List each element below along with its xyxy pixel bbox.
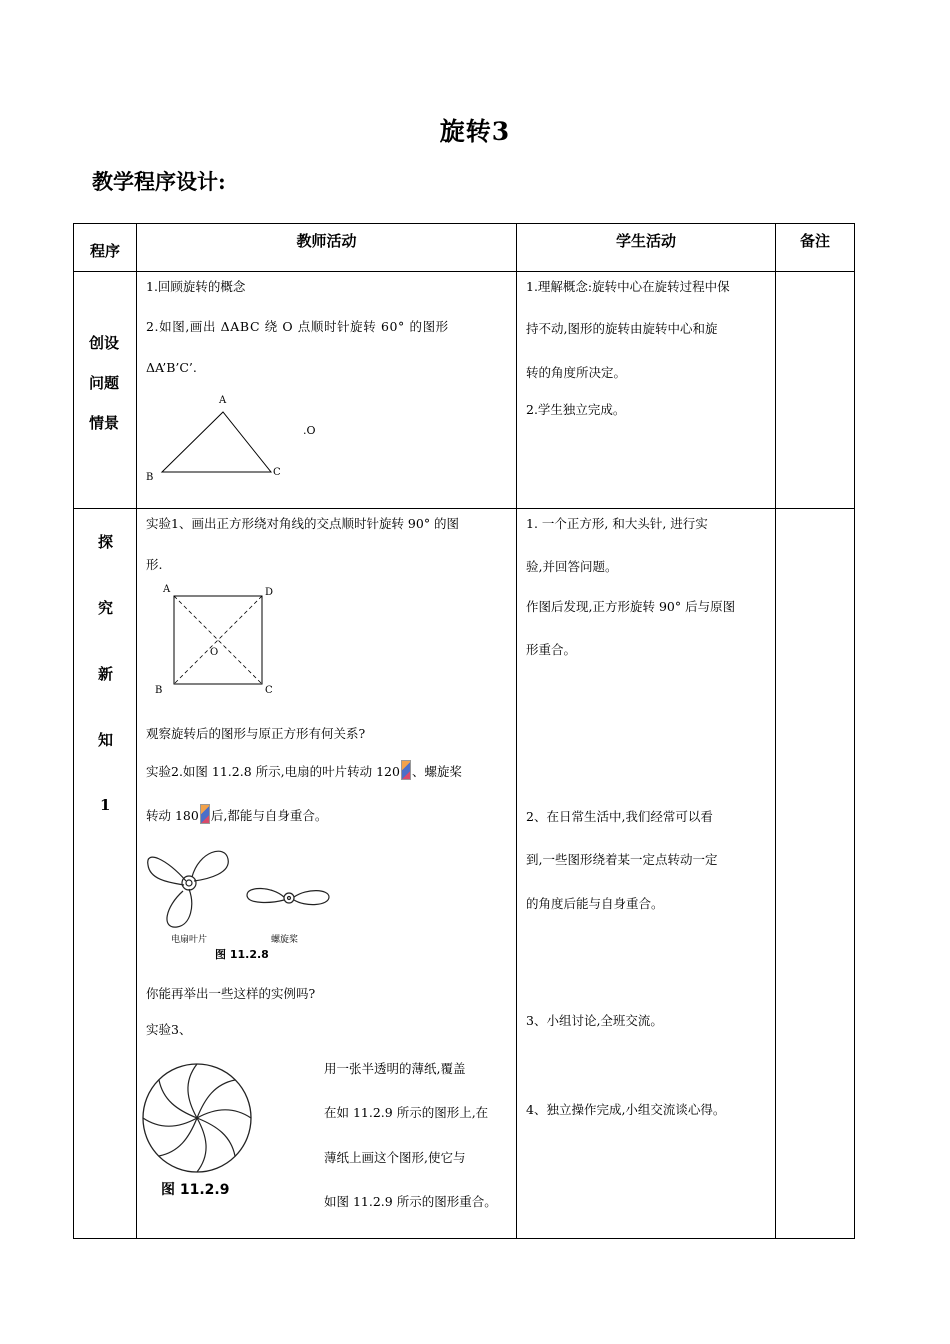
program-cell-2 <box>74 509 137 1239</box>
student-activity-cell-2 <box>517 509 776 1239</box>
student-text: 3、小组讨论,全班交流。 <box>526 1013 663 1028</box>
propeller-icon <box>247 888 329 904</box>
student-text: 2.学生独立完成。 <box>526 402 626 417</box>
student-text: 形重合。 <box>526 642 577 657</box>
teacher-text: 如图 11.2.9 所示的图形重合。 <box>324 1194 497 1209</box>
lesson-plan-table <box>73 223 855 1239</box>
notes-cell-1 <box>776 272 855 509</box>
program-text: 创设 <box>89 334 120 352</box>
student-activity-cell-1 <box>517 272 776 509</box>
page-title: 旋转3 <box>439 117 511 146</box>
triangle-figure <box>137 272 517 508</box>
teacher-text: 转动 180 后,都能与自身重合。 <box>146 804 327 826</box>
teacher-text: 观察旋转后的图形与原正方形有何关系? <box>146 726 366 741</box>
fan-blades-icon <box>148 851 229 927</box>
header-program: 程序 <box>74 224 137 272</box>
teacher-activity-cell-2 <box>137 509 517 1239</box>
teacher-text: 实验2.如图 11.2.8 所示,电扇的叶片转动 120 、螺旋桨 <box>146 760 462 782</box>
program-text: 新 <box>98 665 114 683</box>
student-text: 2、在日常生活中,我们经常可以看 <box>526 809 713 824</box>
header-notes: 备注 <box>776 224 855 272</box>
fan-label: 电扇叶片 <box>171 935 208 945</box>
teacher-text: 1.回顾旋转的概念 <box>146 279 246 294</box>
degree-symbol-icon <box>200 804 210 824</box>
notes-cell-2 <box>776 509 855 1239</box>
teacher-text: 2.如图,画出 ΔABC 绕 O 点顺时针旋转 60° 的图形 <box>146 319 449 334</box>
teacher-activity-cell-1 <box>137 272 517 509</box>
teacher-text: 用一张半透明的薄纸,覆盖 <box>324 1061 466 1076</box>
program-text: 究 <box>98 599 114 617</box>
figure-caption: 图 11.2.9 <box>161 1182 230 1198</box>
vertex-label-a: A <box>219 395 227 406</box>
student-text: 4、独立操作完成,小组交流谈心得。 <box>526 1102 726 1117</box>
student-text: 1. 一个正方形, 和大头针, 进行实 <box>526 516 708 531</box>
vertex-label-d: D <box>265 587 274 598</box>
program-text: 情景 <box>89 414 120 432</box>
program-text: 探 <box>98 533 114 551</box>
teacher-text: ΔA’B’C’. <box>146 360 197 375</box>
vertex-label-c: C <box>273 467 281 478</box>
student-text: 验,并回答问题。 <box>526 559 618 574</box>
student-text: 的角度后能与自身重合。 <box>526 896 664 911</box>
propeller-label: 螺旋桨 <box>271 935 299 945</box>
table-header-row <box>74 224 855 272</box>
section-heading: 教学程序设计: <box>92 169 226 194</box>
student-text: 持不动,图形的旋转由旋转中心和旋 <box>526 321 718 336</box>
pinwheel-figure <box>137 1054 262 1204</box>
teacher-text: 实验3、 <box>146 1022 192 1037</box>
program-text: 1 <box>100 796 111 814</box>
teacher-text: 形. <box>146 557 163 572</box>
degree-symbol-icon <box>401 760 411 780</box>
header-student: 学生活动 <box>517 224 776 272</box>
teacher-text: 实验1、画出正方形绕对角线的交点顺时针旋转 90° 的图 <box>146 516 460 531</box>
center-label-o: O <box>210 647 219 658</box>
table-row <box>74 509 855 1239</box>
vertex-label-c: C <box>265 685 273 696</box>
program-cell-1 <box>74 272 137 509</box>
vertex-label-b: B <box>146 472 154 483</box>
student-text: 1.理解概念:旋转中心在旋转过程中保 <box>526 279 730 294</box>
center-label-o: .O <box>303 424 316 437</box>
fan-and-propeller-figure <box>137 839 347 964</box>
table-row <box>74 272 855 509</box>
vertex-label-b: B <box>155 685 163 696</box>
figure-caption: 图 11.2.8 <box>215 948 269 961</box>
teacher-text: 你能再举出一些这样的实例吗? <box>146 986 316 1001</box>
student-text: 到,一些图形绕着某一定点转动一定 <box>526 852 718 867</box>
program-text: 问题 <box>89 374 120 392</box>
student-text: 作图后发现,正方形旋转 90° 后与原图 <box>526 599 736 614</box>
teacher-text: 薄纸上画这个图形,使它与 <box>324 1150 466 1165</box>
vertex-label-a: A <box>163 584 171 595</box>
program-text: 知 <box>98 731 114 749</box>
student-text: 转的角度所决定。 <box>526 365 627 380</box>
square-figure <box>137 579 297 697</box>
header-teacher: 教师活动 <box>137 224 517 272</box>
teacher-text: 在如 11.2.9 所示的图形上,在 <box>324 1105 489 1120</box>
